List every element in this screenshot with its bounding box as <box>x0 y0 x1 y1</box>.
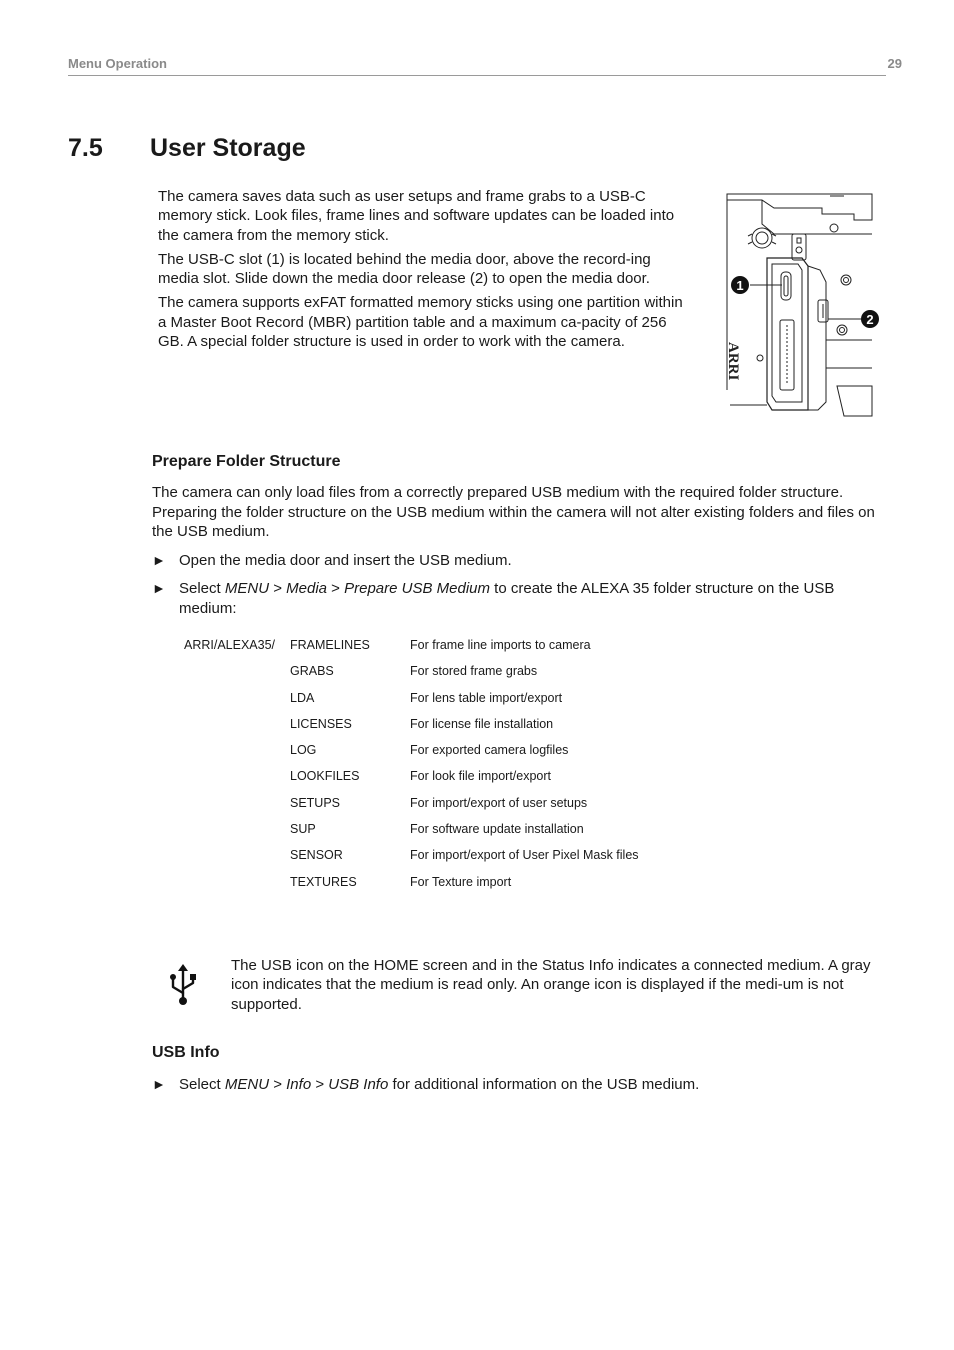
prepare-folder-body: The camera can only load files from a correctly prepared USB medium with the required folder structure. Preparing the folder structure on the USB medium within the camera will not alter existing folders and files on the USB medium. <box>152 484 875 540</box>
camera-side-illustration <box>722 190 882 422</box>
folder-name: LICENSES <box>290 716 352 731</box>
intro-paragraph: The camera saves data such as user setups and frame grabs to a USB-C memory stick. Look files, frame lines and software updates can be loaded into the camera from the memory stick. <box>158 188 675 244</box>
folder-description: For import/export of User Pixel Mask files <box>410 848 639 863</box>
folder-description: For look file import/export <box>410 769 552 784</box>
arri-logo: ARRI <box>725 342 741 381</box>
menu-path-usb-info: USB Info <box>328 1076 389 1093</box>
usb-info-heading: USB Info <box>152 1044 220 1061</box>
bullet-arrow: ► <box>152 580 166 596</box>
page-number: 29 <box>887 56 902 71</box>
folder-name: GRABS <box>290 664 334 679</box>
folder-description: For import/export of user setups <box>410 795 588 810</box>
folder-name: LDA <box>290 690 315 705</box>
usb-icon-note: The USB icon on the HOME screen and in the Status Info indicates a connected medium. A gray icon indicates that the medium is read only. An orange icon is displayed if the medi-um is not supported. <box>231 957 871 1013</box>
folder-description: For exported camera logfiles <box>410 743 569 758</box>
folder-description: For stored frame grabs <box>410 664 538 679</box>
folder-description: For software update installation <box>410 822 584 837</box>
menu-path-media: Media <box>286 580 327 597</box>
intro-paragraph: The camera supports exFAT formatted memory sticks using one partition within a Master Boot Record (MBR) partition table and a maximum ca-pacity of 256 GB. A special folder structure is used in order to work with the camera. <box>158 294 683 351</box>
folder-name: SENSOR <box>290 848 343 863</box>
folder-name: SETUPS <box>290 795 341 810</box>
section-title <box>68 134 306 163</box>
page-header <box>68 56 902 76</box>
menu-path-menu: MENU <box>224 580 270 597</box>
folder-description: For license file installation <box>410 716 554 731</box>
section-number: 7.5 <box>68 134 103 162</box>
step-insert-usb <box>152 551 892 571</box>
step-prepare-usb <box>152 579 892 618</box>
folder-description: For frame line imports to camera <box>410 638 591 652</box>
step-text: Select MENU > Info > USB Info for additional information on the USB medium. <box>179 1076 700 1093</box>
folder-name: LOG <box>290 743 317 758</box>
intro-text <box>158 187 688 356</box>
bullet-arrow: ► <box>152 1076 166 1092</box>
menu-path-menu: MENU <box>224 1076 270 1093</box>
prepare-folder-heading: Prepare Folder Structure <box>152 453 341 470</box>
step-usb-info <box>152 1075 892 1095</box>
folder-root: ARRI/ALEXA35/ <box>184 638 276 652</box>
header-section-name: Menu Operation <box>68 56 167 71</box>
folder-name: LOOKFILES <box>290 769 360 784</box>
callout-1-label: 1 <box>736 278 744 293</box>
step-text: Open the media door and insert the USB medium. <box>179 552 512 569</box>
step-text: Select MENU > Media > Prepare USB Medium to create the ALEXA 35 folder structure on the USB medium: <box>179 580 835 617</box>
folder-description: For lens table import/export <box>410 690 563 705</box>
bullet-arrow: ► <box>152 552 166 568</box>
folder-name: FRAMELINES <box>290 638 370 652</box>
camera-media-door-figure <box>722 190 882 422</box>
callout-2-label: 2 <box>866 312 874 327</box>
menu-path-info: Info <box>286 1076 312 1093</box>
section-title-text: User Storage <box>150 134 306 162</box>
folder-name: TEXTURES <box>290 874 357 889</box>
folder-description: For Texture import <box>410 874 512 889</box>
usb-icon <box>166 963 200 1007</box>
menu-path-prepare-usb: Prepare USB Medium <box>344 580 491 597</box>
folder-name: SUP <box>290 822 316 837</box>
intro-paragraph: The USB-C slot (1) is located behind the media door, above the record-ing media slot. Slide down the media door release (2) to open the media door. <box>158 250 651 288</box>
